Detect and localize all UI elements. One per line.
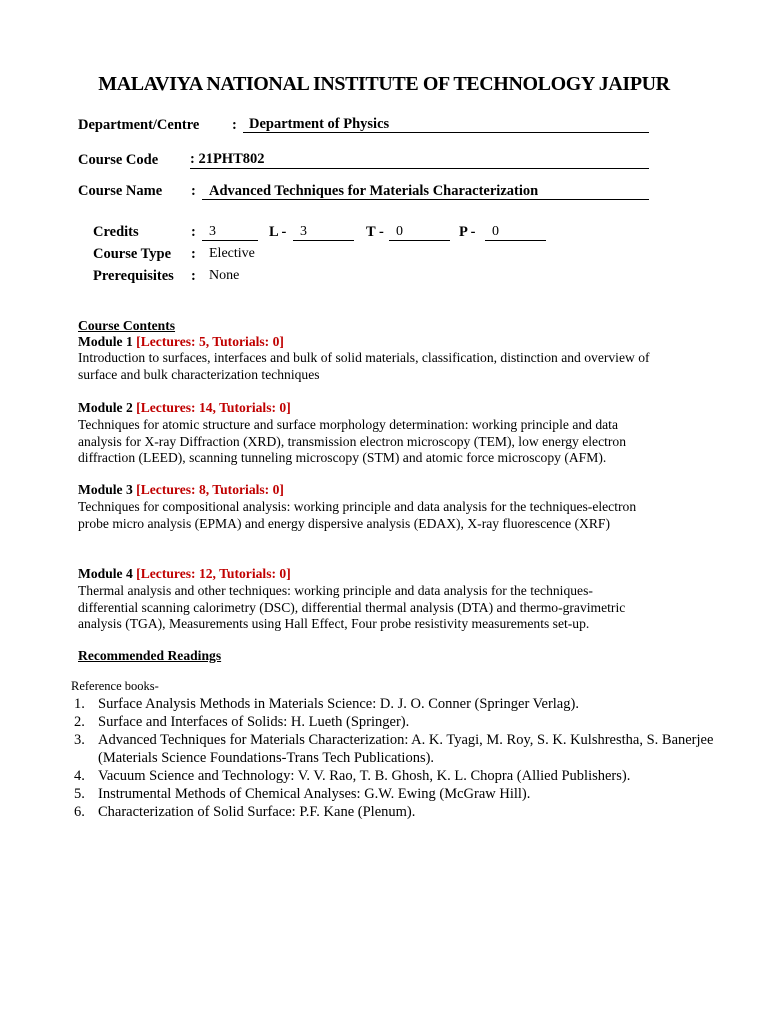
list-number: 5. bbox=[74, 786, 85, 802]
credits-colon: : bbox=[191, 224, 196, 240]
t-label: T - bbox=[366, 224, 384, 240]
course-name-value: Advanced Techniques for Materials Characterization bbox=[202, 183, 649, 200]
book-text: Surface and Interfaces of Solids: H. Lueth (Springer). bbox=[98, 714, 410, 730]
book-text: Advanced Techniques for Materials Characterization: A. K. Tyagi, M. Roy, S. K. Kulshrestha, S. Banerjee (Materials Science Foundations-Trans Tech Publications). bbox=[98, 732, 714, 766]
book-text: Vacuum Science and Technology: V. V. Rao, T. B. Ghosh, K. L. Chopra (Allied Publishers). bbox=[98, 768, 631, 784]
module-title: Module 4 bbox=[78, 566, 133, 581]
list-item bbox=[74, 785, 714, 803]
module-hours: [Lectures: 8, Tutorials: 0] bbox=[136, 482, 284, 497]
book-text: Instrumental Methods of Chemical Analyses: G.W. Ewing (McGraw Hill). bbox=[98, 786, 531, 802]
department-value: Department of Physics bbox=[243, 116, 649, 133]
module-1-text: Introduction to surfaces, interfaces and bulk of solid materials, classification, distinction and overview of surface and bulk characterization techniques bbox=[78, 350, 650, 382]
list-number: 3. bbox=[74, 732, 85, 748]
list-item bbox=[74, 695, 714, 713]
institute-title: MALAVIYA NATIONAL INSTITUTE OF TECHNOLOGY JAIPUR bbox=[98, 73, 670, 95]
list-item bbox=[74, 767, 714, 785]
list-item bbox=[74, 731, 714, 767]
course-code-label: Course Code bbox=[78, 152, 159, 168]
course-type-value: Elective bbox=[209, 246, 255, 261]
list-item bbox=[74, 713, 714, 731]
module-hours: [Lectures: 5, Tutorials: 0] bbox=[136, 334, 284, 349]
p-value: 0 bbox=[485, 224, 546, 241]
prerequisites-value: None bbox=[209, 268, 240, 283]
credits-value: 3 bbox=[202, 224, 258, 241]
l-label: L - bbox=[269, 224, 287, 240]
list-number: 4. bbox=[74, 768, 85, 784]
module-2-heading bbox=[78, 400, 291, 416]
list-number: 1. bbox=[74, 696, 85, 712]
module-hours: [Lectures: 14, Tutorials: 0] bbox=[136, 400, 291, 415]
course-contents-heading: Course Contents bbox=[78, 318, 176, 333]
module-3-text: Techniques for compositional analysis: working principle and data analysis for the techniques-electron probe micro analysis (EPMA) and energy dispersive analysis (EDAX), X-ray fluorescence (XRF) bbox=[78, 499, 637, 531]
prerequisites-label: Prerequisites bbox=[93, 268, 174, 284]
course-type-label: Course Type bbox=[93, 246, 172, 262]
l-value: 3 bbox=[293, 224, 354, 241]
module-4-text: Thermal analysis and other techniques: working principle and data analysis for the techniques-differential scanning calorimetry (DSC), differential thermal analysis (DTA) and thermo-gravimetric analysis (TGA), Measurements using Hall Effect, Four probe resistivity measurements set-up. bbox=[78, 583, 626, 632]
department-colon: : bbox=[232, 117, 237, 133]
course-name-colon: : bbox=[191, 183, 196, 199]
list-number: 6. bbox=[74, 804, 85, 820]
book-text: Characterization of Solid Surface: P.F. Kane (Plenum). bbox=[98, 804, 416, 820]
p-label: P - bbox=[459, 224, 476, 240]
module-4-heading bbox=[78, 566, 291, 582]
list-number: 2. bbox=[74, 714, 85, 730]
module-title: Module 3 bbox=[78, 482, 133, 497]
course-type-colon: : bbox=[191, 246, 196, 262]
module-2-text: Techniques for atomic structure and surface morphology determination: working principle and data analysis for X-ray Diffraction (XRD), transmission electron microscopy (TEM), low energy electron diffraction (LEED), scanning tunneling microscopy (STM) and atomic force microscopy (AFM). bbox=[78, 417, 626, 466]
department-label: Department/Centre bbox=[78, 117, 200, 133]
module-1-heading bbox=[78, 334, 284, 350]
recommended-readings-heading: Recommended Readings bbox=[78, 648, 222, 663]
prerequisites-colon: : bbox=[191, 268, 196, 284]
module-3-heading bbox=[78, 482, 284, 498]
module-title: Module 2 bbox=[78, 400, 133, 415]
t-value: 0 bbox=[389, 224, 450, 241]
course-name-label: Course Name bbox=[78, 183, 163, 199]
credits-label: Credits bbox=[93, 224, 139, 240]
reference-list bbox=[74, 695, 714, 821]
list-item bbox=[74, 803, 714, 821]
module-title: Module 1 bbox=[78, 334, 133, 349]
book-text: Surface Analysis Methods in Materials Science: D. J. O. Conner (Springer Verlag). bbox=[98, 696, 579, 712]
module-hours: [Lectures: 12, Tutorials: 0] bbox=[136, 566, 291, 581]
course-code-value: : 21PHT802 bbox=[190, 151, 649, 169]
reference-books-subheading: Reference books- bbox=[71, 679, 159, 693]
